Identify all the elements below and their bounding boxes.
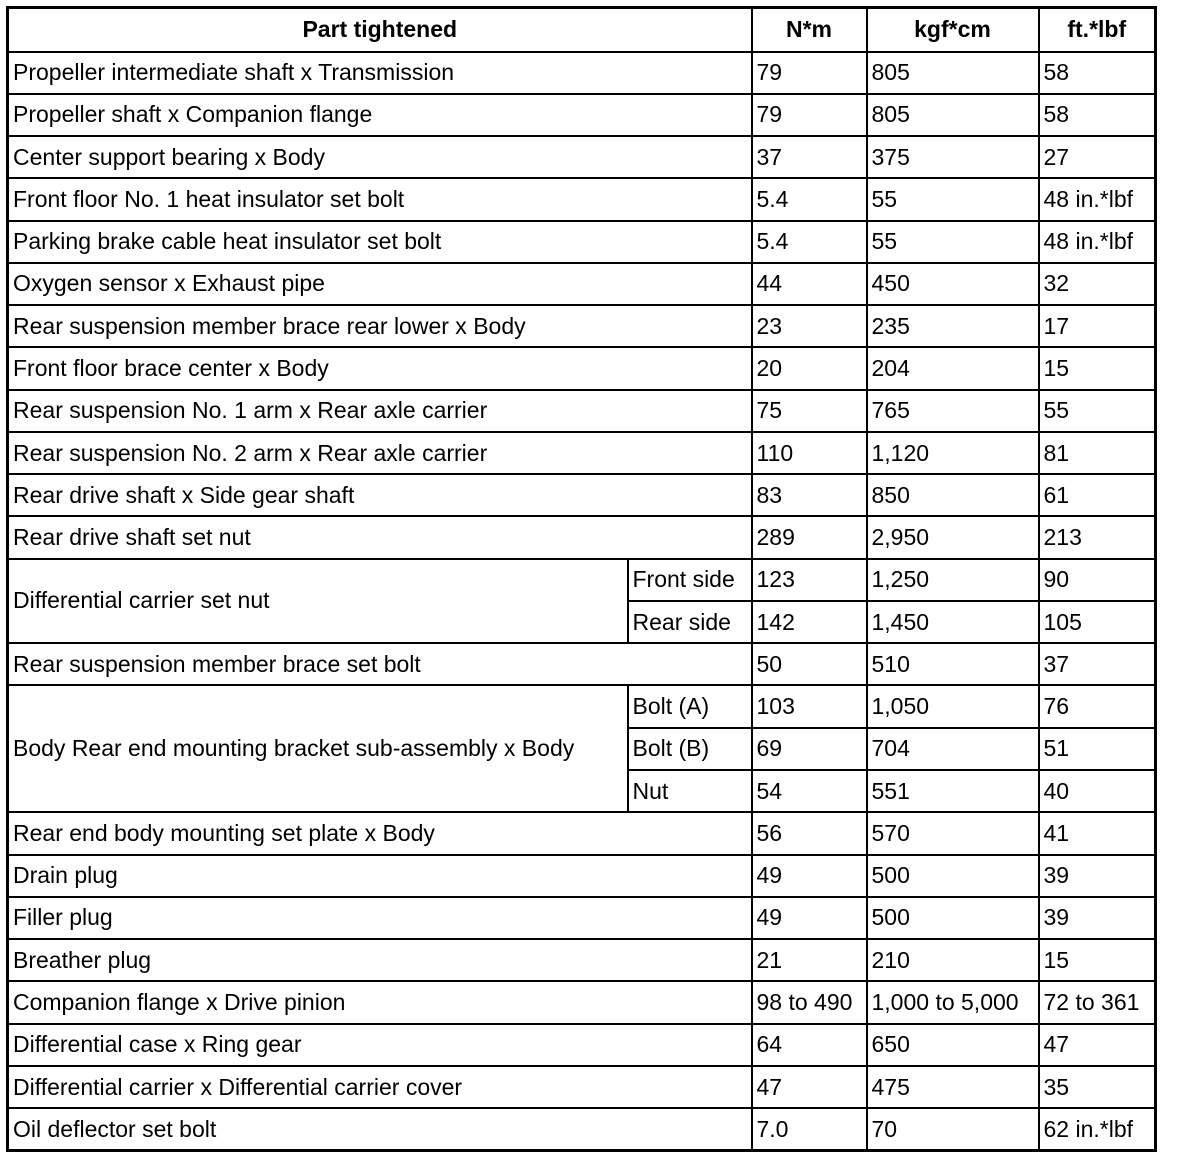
kgfcm-cell: 1,450 xyxy=(867,601,1039,643)
nm-cell: 21 xyxy=(752,939,867,981)
ftlbf-cell: 48 in.*lbf xyxy=(1039,178,1156,220)
table-row xyxy=(8,432,1156,474)
ftlbf-cell: 51 xyxy=(1039,728,1156,770)
nm-cell: 47 xyxy=(752,1066,867,1108)
ftlbf-cell: 81 xyxy=(1039,432,1156,474)
table-row xyxy=(8,221,1156,263)
part-name-cell: Parking brake cable heat insulator set bolt xyxy=(8,221,752,263)
kgfcm-cell: 551 xyxy=(867,770,1039,812)
part-name-cell: Rear suspension No. 2 arm x Rear axle carrier xyxy=(8,432,752,474)
ftlbf-cell: 39 xyxy=(1039,897,1156,939)
ftlbf-cell: 47 xyxy=(1039,1024,1156,1066)
nm-cell: 5.4 xyxy=(752,178,867,220)
nm-cell: 289 xyxy=(752,516,867,558)
sub-part-cell: Front side xyxy=(628,559,752,601)
part-name-cell: Front floor No. 1 heat insulator set bolt xyxy=(8,178,752,220)
table-row xyxy=(8,1024,1156,1066)
ftlbf-cell: 39 xyxy=(1039,855,1156,897)
ftlbf-cell: 40 xyxy=(1039,770,1156,812)
ftlbf-cell: 213 xyxy=(1039,516,1156,558)
table-row xyxy=(8,347,1156,389)
ftlbf-cell: 37 xyxy=(1039,643,1156,685)
header-nm: N*m xyxy=(752,8,867,52)
part-name-cell: Oxygen sensor x Exhaust pipe xyxy=(8,263,752,305)
table-row xyxy=(8,981,1156,1023)
kgfcm-cell: 850 xyxy=(867,474,1039,516)
table-row xyxy=(8,474,1156,516)
kgfcm-cell: 805 xyxy=(867,52,1039,94)
nm-cell: 56 xyxy=(752,812,867,854)
ftlbf-cell: 61 xyxy=(1039,474,1156,516)
part-name-cell: Oil deflector set bolt xyxy=(8,1108,752,1150)
table-row xyxy=(8,136,1156,178)
table-row xyxy=(8,812,1156,854)
part-name-cell: Center support bearing x Body xyxy=(8,136,752,178)
torque-spec-table xyxy=(6,6,1157,1152)
sub-part-cell: Nut xyxy=(628,770,752,812)
part-name-cell: Rear drive shaft x Side gear shaft xyxy=(8,474,752,516)
ftlbf-cell: 27 xyxy=(1039,136,1156,178)
part-name-cell: Rear suspension member brace rear lower x Body xyxy=(8,305,752,347)
kgfcm-cell: 204 xyxy=(867,347,1039,389)
header-row xyxy=(8,8,1156,52)
ftlbf-cell: 76 xyxy=(1039,685,1156,727)
part-name-cell: Rear drive shaft set nut xyxy=(8,516,752,558)
nm-cell: 20 xyxy=(752,347,867,389)
nm-cell: 123 xyxy=(752,559,867,601)
part-name-cell: Body Rear end mounting bracket sub-assembly x Body xyxy=(8,685,628,812)
table-row xyxy=(8,855,1156,897)
ftlbf-cell: 72 to 361 xyxy=(1039,981,1156,1023)
kgfcm-cell: 1,120 xyxy=(867,432,1039,474)
table-row xyxy=(8,897,1156,939)
kgfcm-cell: 55 xyxy=(867,178,1039,220)
kgfcm-cell: 2,950 xyxy=(867,516,1039,558)
nm-cell: 5.4 xyxy=(752,221,867,263)
kgfcm-cell: 1,050 xyxy=(867,685,1039,727)
part-name-cell: Rear suspension member brace set bolt xyxy=(8,643,752,685)
nm-cell: 103 xyxy=(752,685,867,727)
kgfcm-cell: 704 xyxy=(867,728,1039,770)
table-row xyxy=(8,939,1156,981)
nm-cell: 37 xyxy=(752,136,867,178)
kgfcm-cell: 1,250 xyxy=(867,559,1039,601)
table-row xyxy=(8,559,1156,601)
table-row xyxy=(8,643,1156,685)
nm-cell: 79 xyxy=(752,94,867,136)
nm-cell: 83 xyxy=(752,474,867,516)
ftlbf-cell: 62 in.*lbf xyxy=(1039,1108,1156,1150)
kgfcm-cell: 500 xyxy=(867,897,1039,939)
kgfcm-cell: 235 xyxy=(867,305,1039,347)
kgfcm-cell: 70 xyxy=(867,1108,1039,1150)
kgfcm-cell: 500 xyxy=(867,855,1039,897)
header-part-tightened: Part tightened xyxy=(8,8,752,52)
kgfcm-cell: 805 xyxy=(867,94,1039,136)
table-row xyxy=(8,1066,1156,1108)
ftlbf-cell: 41 xyxy=(1039,812,1156,854)
kgfcm-cell: 450 xyxy=(867,263,1039,305)
table-row xyxy=(8,178,1156,220)
kgfcm-cell: 1,000 to 5,000 xyxy=(867,981,1039,1023)
table-row xyxy=(8,1108,1156,1150)
ftlbf-cell: 32 xyxy=(1039,263,1156,305)
ftlbf-cell: 35 xyxy=(1039,1066,1156,1108)
kgfcm-cell: 475 xyxy=(867,1066,1039,1108)
kgfcm-cell: 765 xyxy=(867,390,1039,432)
nm-cell: 69 xyxy=(752,728,867,770)
nm-cell: 110 xyxy=(752,432,867,474)
kgfcm-cell: 375 xyxy=(867,136,1039,178)
part-name-cell: Front floor brace center x Body xyxy=(8,347,752,389)
part-name-cell: Filler plug xyxy=(8,897,752,939)
nm-cell: 79 xyxy=(752,52,867,94)
nm-cell: 7.0 xyxy=(752,1108,867,1150)
kgfcm-cell: 570 xyxy=(867,812,1039,854)
ftlbf-cell: 58 xyxy=(1039,52,1156,94)
nm-cell: 23 xyxy=(752,305,867,347)
nm-cell: 98 to 490 xyxy=(752,981,867,1023)
header-kgfcm: kgf*cm xyxy=(867,8,1039,52)
nm-cell: 50 xyxy=(752,643,867,685)
nm-cell: 44 xyxy=(752,263,867,305)
part-name-cell: Rear end body mounting set plate x Body xyxy=(8,812,752,854)
nm-cell: 49 xyxy=(752,855,867,897)
ftlbf-cell: 48 in.*lbf xyxy=(1039,221,1156,263)
part-name-cell: Breather plug xyxy=(8,939,752,981)
nm-cell: 54 xyxy=(752,770,867,812)
sub-part-cell: Rear side xyxy=(628,601,752,643)
part-name-cell: Differential case x Ring gear xyxy=(8,1024,752,1066)
table-body xyxy=(8,52,1156,1151)
ftlbf-cell: 90 xyxy=(1039,559,1156,601)
part-name-cell: Differential carrier x Differential carrier cover xyxy=(8,1066,752,1108)
table-row xyxy=(8,94,1156,136)
part-name-cell: Drain plug xyxy=(8,855,752,897)
kgfcm-cell: 650 xyxy=(867,1024,1039,1066)
kgfcm-cell: 210 xyxy=(867,939,1039,981)
table-row xyxy=(8,305,1156,347)
ftlbf-cell: 15 xyxy=(1039,939,1156,981)
part-name-cell: Propeller shaft x Companion flange xyxy=(8,94,752,136)
kgfcm-cell: 510 xyxy=(867,643,1039,685)
part-name-cell: Propeller intermediate shaft x Transmission xyxy=(8,52,752,94)
table-row xyxy=(8,516,1156,558)
table-row xyxy=(8,52,1156,94)
table-row xyxy=(8,685,1156,727)
part-name-cell: Companion flange x Drive pinion xyxy=(8,981,752,1023)
ftlbf-cell: 105 xyxy=(1039,601,1156,643)
table-row xyxy=(8,390,1156,432)
ftlbf-cell: 15 xyxy=(1039,347,1156,389)
header-ftlbf: ft.*lbf xyxy=(1039,8,1156,52)
nm-cell: 49 xyxy=(752,897,867,939)
part-name-cell: Rear suspension No. 1 arm x Rear axle carrier xyxy=(8,390,752,432)
nm-cell: 142 xyxy=(752,601,867,643)
ftlbf-cell: 17 xyxy=(1039,305,1156,347)
ftlbf-cell: 55 xyxy=(1039,390,1156,432)
ftlbf-cell: 58 xyxy=(1039,94,1156,136)
kgfcm-cell: 55 xyxy=(867,221,1039,263)
table-row xyxy=(8,263,1156,305)
sub-part-cell: Bolt (B) xyxy=(628,728,752,770)
sub-part-cell: Bolt (A) xyxy=(628,685,752,727)
part-name-cell: Differential carrier set nut xyxy=(8,559,628,644)
nm-cell: 75 xyxy=(752,390,867,432)
nm-cell: 64 xyxy=(752,1024,867,1066)
